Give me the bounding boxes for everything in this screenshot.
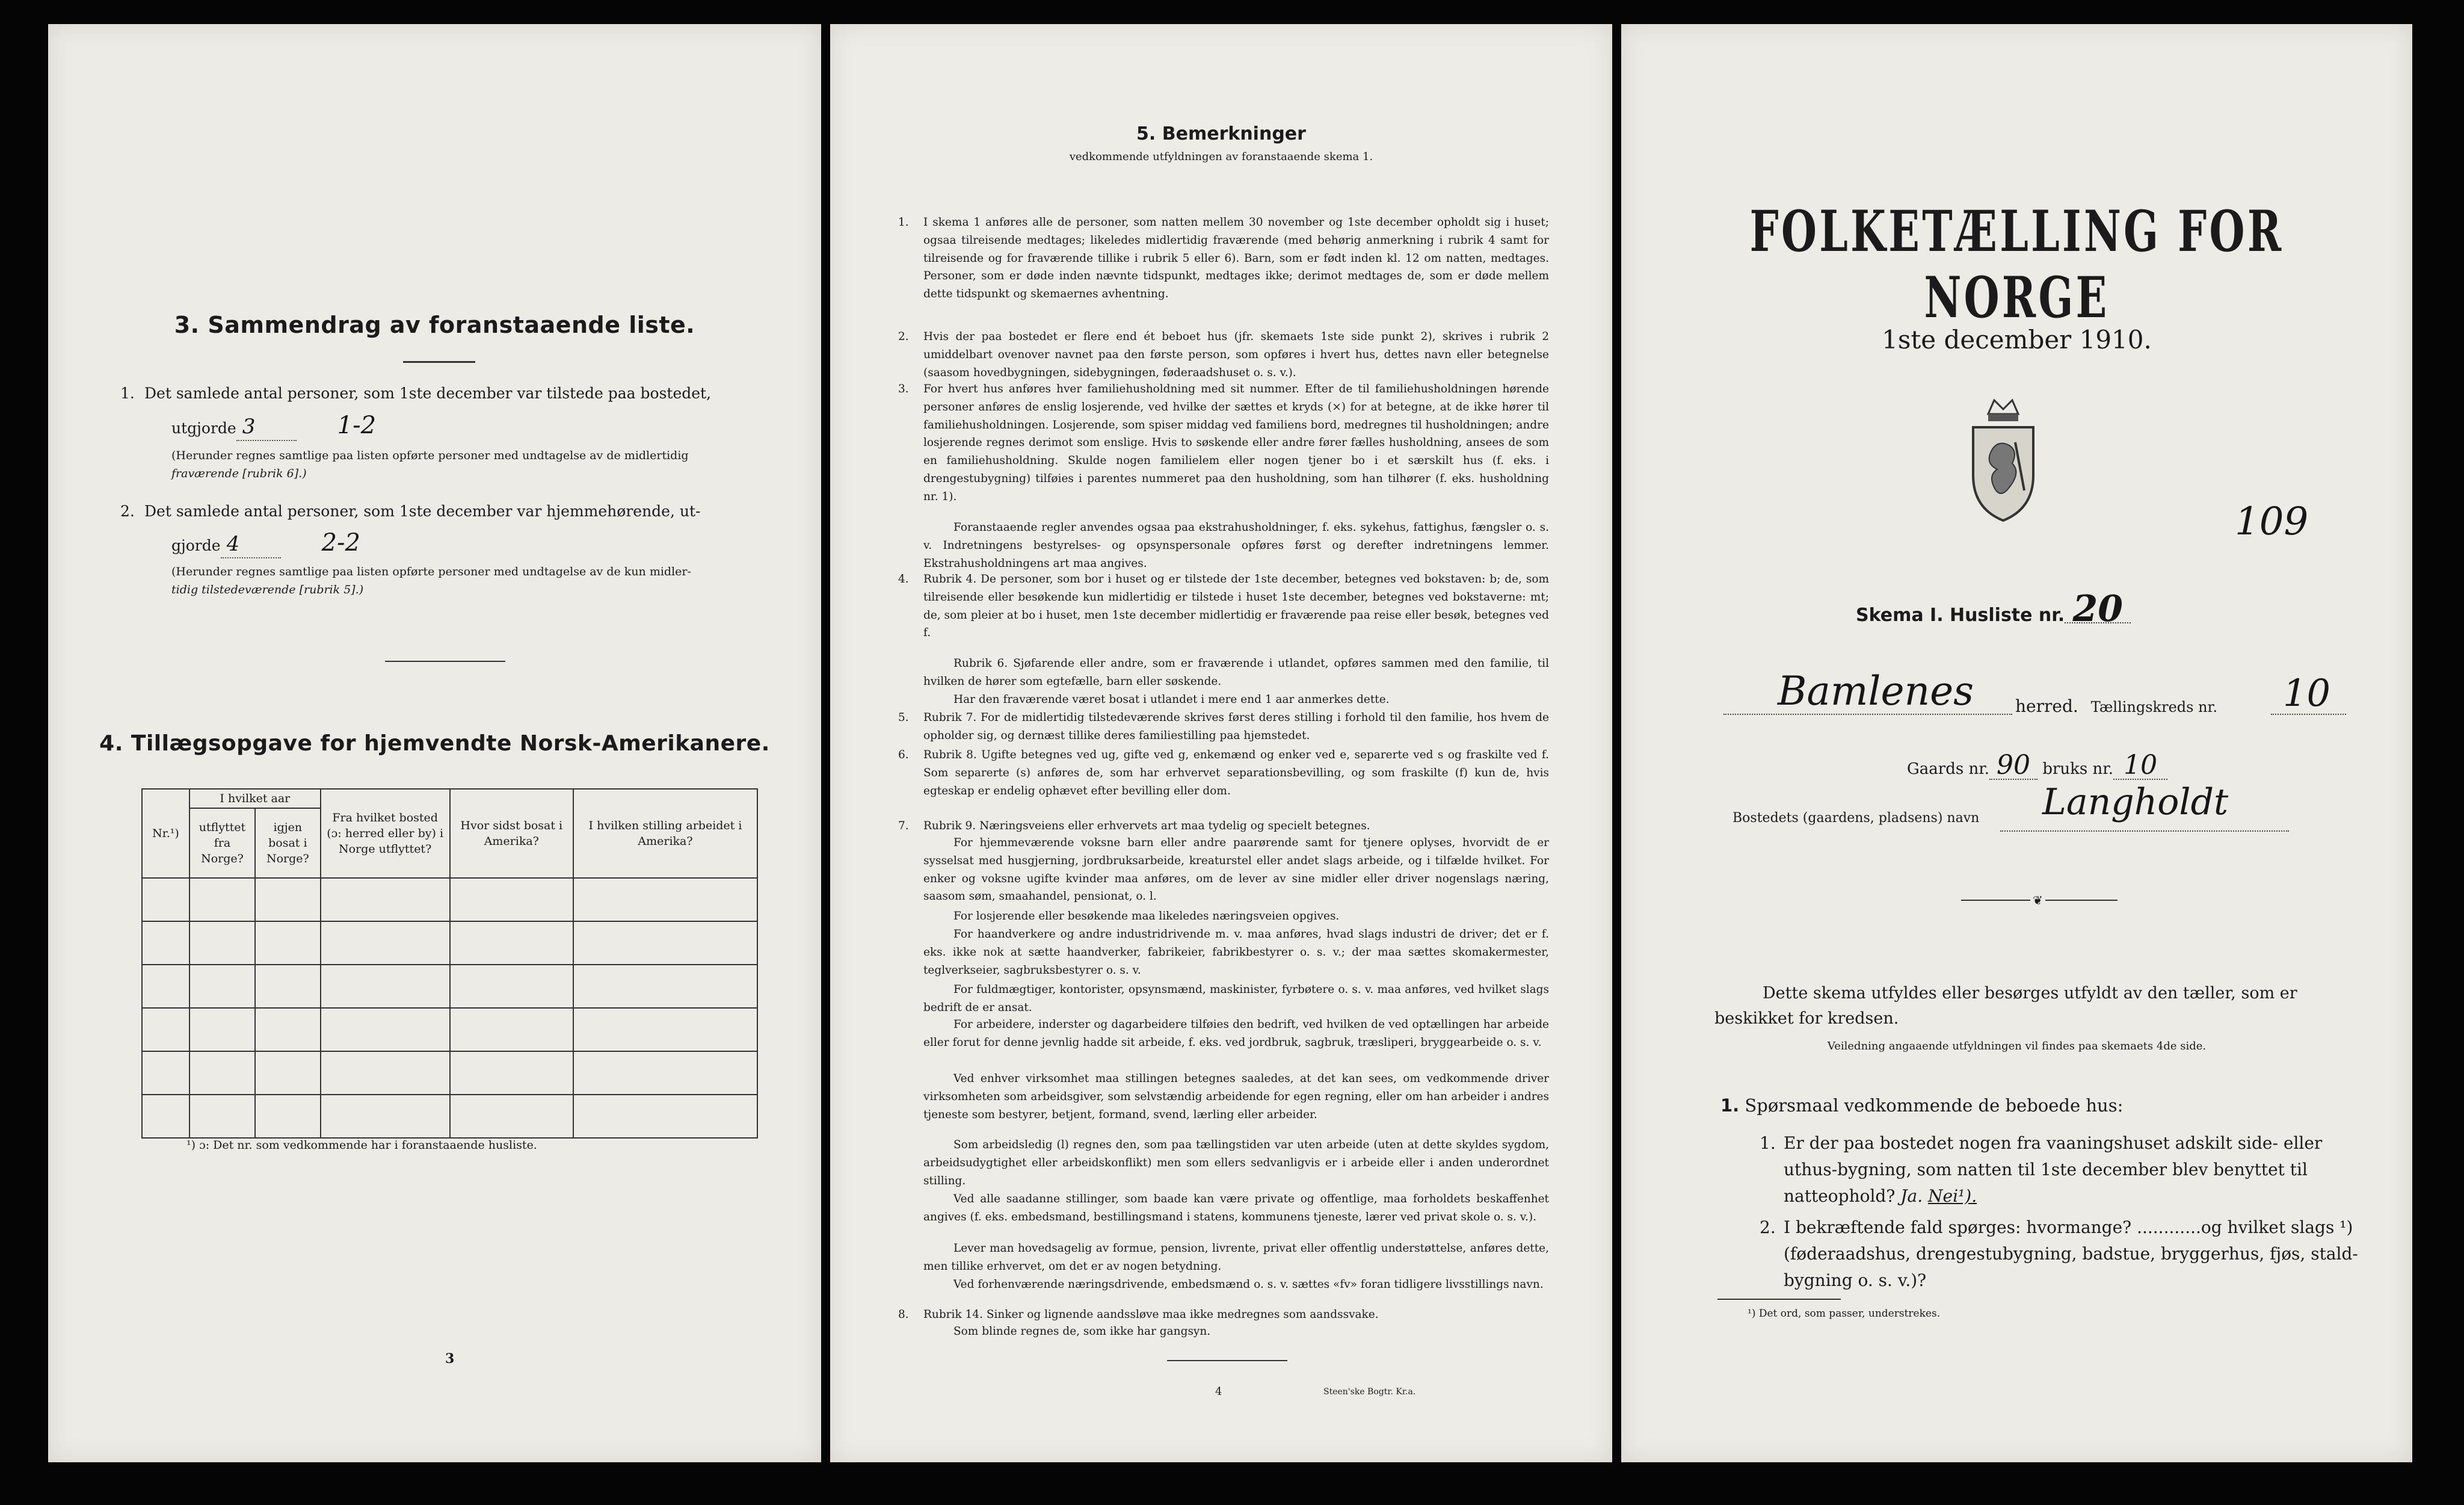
questions-heading: 1. Spørsmaal vedkommende de beboede hus: bbox=[1720, 1095, 2124, 1116]
bemerkninger-heading: 5. Bemerkninger bbox=[1136, 123, 1306, 144]
question-1: 1. Er der paa bostedet nogen fra vaaningshuset adskilt side- eller uthus-bygning, som natten til 1ste december blev benyttet til natteophold? Ja. Nei¹). bbox=[1760, 1133, 2323, 1206]
note-item: 1. I skema 1 anføres alle de personer, som natten mellem 30 november og 1ste december opholdt sig i huset; ogsaa tilreisende medtages; likeledes midlertidig fraværende (med behørig anmerkning i rubrik 4 samt for tilreisende og for fraværende tillike i rubrik 5 eller 6). Barn, som er født inden kl. 12 om natten, medtages. Personer, som er døde inden nævnte tidspunkt, medtages ikke; derimot medtages de, som er døde mellem dette tidspunkt og skemaernes avhentning. bbox=[898, 216, 1549, 301]
table-row bbox=[142, 1051, 757, 1095]
note-item: For losjerende eller besøkende maa likeledes næringsveien opgives. bbox=[953, 910, 1340, 922]
printer-mark: Steen'ske Bogtr. Kr.a. bbox=[1323, 1387, 1416, 1397]
resident-split: 2-2 bbox=[321, 529, 360, 557]
divider bbox=[1167, 1360, 1287, 1361]
divider bbox=[403, 361, 475, 363]
note-item: 4. Rubrik 4. De personer, som bor i huset og er tilstede der 1ste december, betegnes ved bokstaven: b; de, som tilreisende eller besøkende kun midlertidig er tilstede i huset 1ste december, betegnes ved bokstaverne: mt; de, som pleier at bo i huset, men 1ste december midlertidig er fraværende paa reise eller besøk, betegnes ved f. bbox=[898, 573, 1549, 640]
bruks-nr: 10 bbox=[2113, 752, 2167, 780]
note-item: For fuldmægtiger, kontorister, opsynsmænd, maskinister, fyrbøtere o. s. v. maa anføres, ved hvilket slags bedrift de er ansat. bbox=[923, 983, 1549, 1014]
form-title: FOLKETÆLLING FOR NORGE bbox=[1749, 199, 2284, 331]
page-number: 4 bbox=[1215, 1385, 1222, 1398]
summary-item-2: 2. Det samlede antal personer, som 1ste december var hjemmehørende, ut- bbox=[120, 502, 701, 520]
note-item: Ved enhver virksomhet maa stillingen betegnes saaledes, at det kan sees, om vedkommende driver virksomheten som arbeidsgiver, som selvstændig arbeidende for egen regning, eller om han arbeider i andres tjeneste som bestyrer, betjent, formand, svend, lærling eller arbeider. bbox=[923, 1072, 1549, 1121]
form-footnote: ¹) Det ord, som passer, understrekes. bbox=[1748, 1308, 1941, 1320]
note-item: 2. Hvis der paa bostedet er flere end ét beboet hus (jfr. skemaets 1ste side punkt 2), skrives i rubrik 2 umiddelbart ovenover navnet paa den første person, som opføres i hvert hus, dettes navn eller betegnelse (saasom hovedbygningen, sidebygningen, føderaadshuset o. s. v.). bbox=[898, 330, 1549, 379]
summary-item-1: 1. Det samlede antal personer, som 1ste december var tilstede paa bostedet, bbox=[120, 385, 712, 402]
bemerkninger-subheading: vedkommende utfyldningen av foranstaaende skema 1. bbox=[1069, 150, 1373, 163]
coat-of-arms-icon bbox=[1961, 385, 2045, 530]
col-utflyttet: utflyttet fra Norge? bbox=[189, 808, 255, 878]
herred-label: herred. Tællingskreds nr. bbox=[2015, 696, 2218, 716]
note-item: Rubrik 6. Sjøfarende eller andre, som er fraværende i utlandet, opføres sammen med den familie, til hvilken de hører som egtefælle, barn eller søskende. bbox=[923, 657, 1549, 688]
form-intro: Dette skema utfyldes eller besørges utfyldt av den tæller, som er beskikket for kredsen. bbox=[1714, 984, 2297, 1028]
handwritten-number: 109 bbox=[2235, 499, 2309, 544]
right-page bbox=[1621, 24, 2412, 1462]
note-item: 8. Rubrik 14. Sinker og lignende aandssløve maa ikke medregnes som aandssvake. bbox=[898, 1308, 1379, 1321]
col-igjen-bosat: igjen bosat i Norge? bbox=[255, 808, 321, 878]
summary-item-2-note: (Herunder regnes samtlige paa listen opførte personer med undtagelse av de kun midler- tidig tilstedeværende [rubrik 5].) bbox=[171, 565, 691, 596]
col-nr: Nr.¹) bbox=[142, 789, 189, 878]
middle-page bbox=[830, 24, 1612, 1462]
col-stilling: I hvilken stilling arbeidet i Amerika? bbox=[573, 789, 757, 878]
ornament-icon: ❦ bbox=[2030, 893, 2045, 907]
section4-heading: 4. Tillægsopgave for hjemvendte Norsk-Amerikanere. bbox=[99, 731, 770, 756]
note-item: Har den fraværende været bosat i utlandet i mere end 1 aar anmerkes dette. bbox=[953, 693, 1390, 706]
note-item: Ved alle saadanne stillinger, som baade kan være private og offentlige, maa forholdets beskaffenhet angives (f. eks. embedsmand, bestillingsmand i statens, kommunens tjeneste, lærer ved privat skole o. s. v.). bbox=[923, 1193, 1549, 1223]
tellingskreds-nr: 10 bbox=[2283, 671, 2330, 715]
note-item: Lever man hovedsagelig av formue, pension, livrente, privat eller offentlig understøttelse, anføres dette, men tillike erhvervet, om det er av nogen betydning. bbox=[923, 1242, 1549, 1273]
table-row bbox=[142, 1095, 757, 1138]
note-item: 7. Rubrik 9. Næringsveiens eller erhvervets art maa tydelig og specielt betegnes. bbox=[898, 820, 1370, 832]
table-footnote: ¹) ɔ: Det nr. som vedkommende har i foranstaaende husliste. bbox=[186, 1139, 537, 1152]
table-row bbox=[142, 921, 757, 965]
col-fra-bosted: Fra hvilket bosted (ɔ: herred eller by) i Norge utflyttet? bbox=[321, 789, 450, 878]
left-page bbox=[48, 24, 821, 1462]
bosted-value: Langholdt bbox=[2042, 781, 2229, 823]
veiledning-note: Veiledning angaaende utfyldningen vil findes paa skemaets 4de side. bbox=[1827, 1040, 2207, 1052]
note-item: 6. Rubrik 8. Ugifte betegnes ved ug, gifte ved g, enkemænd og enker ved e, separerte ved s og fraskilte ved f. Som separerte (s) anføres de, som har erhvervet separationsbevilling, og som fraskilte (f) kun de, hvis egteskap er endelig ophævet efter bevilling eller dom. bbox=[898, 749, 1549, 797]
bosted-label: Bostedets (gaardens, pladsens) navn bbox=[1732, 811, 1980, 826]
note-item: For haandverkere og andre industridrivende m. v. maa anføres, hvad slags industri de driver; det er f. eks. ikke nok at sætte haandverker, fabrikeier, fabrikbestyrer o. s. v.; der maa sættes skomakermester, teglverkseier, sagbruksbestyrer o. s. v. bbox=[923, 928, 1549, 977]
col-aar-group: I hvilket aar bbox=[189, 789, 321, 808]
divider bbox=[385, 661, 505, 662]
skema-label: Skema I. Husliste nr. 20 bbox=[1856, 596, 2131, 629]
note-item: For hjemmeværende voksne barn eller andre paarørende samt for tjenere oplyses, hvorvidt de er sysselsat med husgjerning, jordbruksarbeide, kreaturstel eller andet slags arbeide, og i tilfælde hvilket. For enker og voksne ugifte kvinder maa anføres, om de lever av sine midler eller driver nogenslags næring, saasom søm, smaahandel, pensionat, o. l. bbox=[923, 836, 1549, 903]
divider bbox=[1717, 1299, 1841, 1300]
table-row bbox=[142, 878, 757, 921]
resident-count: 4 bbox=[221, 531, 281, 558]
husliste-nr: 20 bbox=[2065, 596, 2131, 623]
gaards-row: Gaards nr. 90 bruks nr. 10 bbox=[1907, 752, 2167, 782]
summary-item-1-value-row: utgjorde 3 1-2 bbox=[171, 412, 376, 442]
summary-item-1-note: (Herunder regnes samtlige paa listen opførte personer med undtagelse av de midlertidig fraværende [rubrik 6].) bbox=[171, 449, 689, 480]
table-row bbox=[142, 965, 757, 1008]
note-item: For arbeidere, inderster og dagarbeidere tilføies den bedrift, ved hvilken de ved optællingen har arbeide eller forut for denne jevnlig hadde sit arbeide, f. eks. ved jordbruk, sagbruk, træsliperi, bryggearbeide o. s. v. bbox=[923, 1018, 1549, 1049]
present-split: 1-2 bbox=[337, 412, 377, 439]
norsk-amerikanere-table bbox=[141, 788, 758, 1139]
note-item: Ved forhenværende næringsdrivende, embedsmænd o. s. v. sættes «fv» foran tidligere livsstillings navn. bbox=[953, 1278, 1544, 1291]
note-item: Som arbeidsledig (l) regnes den, som paa tællingstiden var uten arbeide (uten at dette skyldes sygdom, arbeidsudygtighet eller arbeidskonflikt) men som ellers sedvanligvis er i arbeide eller i anden underordnet stilling. bbox=[923, 1139, 1549, 1187]
summary-item-2-value-row: gjorde 4 2-2 bbox=[171, 530, 360, 559]
gaards-nr: 90 bbox=[1989, 752, 2037, 780]
col-hvor-bosat: Hvor sidst bosat i Amerika? bbox=[450, 789, 573, 878]
form-date: 1ste december 1910. bbox=[1882, 325, 2152, 354]
note-item: 5. Rubrik 7. For de midlertidig tilstedeværende skrives først deres stilling i forhold til den familie, hos hvem de opholder sig, og dernæst tillike deres familiestilling paa hjemstedet. bbox=[898, 711, 1549, 742]
question-2: 2. I bekræftende fald spørges: hvormange? ............og hvilket slags ¹) (føderaadshus, drengestubygning, badstue, bryggerhus, fjøs, stald- bygning o. s. v.)? bbox=[1760, 1217, 2358, 1290]
table-row bbox=[142, 1008, 757, 1051]
section3-heading: 3. Sammendrag av foranstaaende liste. bbox=[174, 312, 695, 338]
note-item: Foranstaaende regler anvendes ogsaa paa ekstrahusholdninger, f. eks. sykehus, fattighus, fængsler o. s. v. Indretningens bestyrelses- og opsynspersonale opføres først og derefter indretningens lemmer. Ekstrahusholdningens art maa angives. bbox=[923, 521, 1549, 570]
note-item: 3. For hvert hus anføres hver familiehusholdning med sit nummer. Efter de til familiehusholdningen hørende personer anføres de enslig losjerende, ved hvilke der sættes et kryds (×) for at betegne, at de ikke hører til familiehusholdningen. Losjerende, som spiser middag ved familiens bord, medregnes til husholdningen; andre losjerende regnes derimot som enslige. Hvis to søskende eller andre fører fælles husholdning, ansees de som en familiehusholdning. Skulde nogen familielem eller nogen tjener bo i et særskilt hus (f. eks. i drengestubygning) tilføies i parentes nummeret paa den husholdning, som han tilhører (f. eks. husholdning nr. 1). bbox=[898, 383, 1549, 503]
answer-nei: Nei¹). bbox=[1928, 1186, 1977, 1206]
herred-value: Bamlenes bbox=[1778, 668, 1974, 714]
note-item: Som blinde regnes de, som ikke har gangsyn. bbox=[953, 1325, 1211, 1338]
present-count: 3 bbox=[236, 413, 297, 441]
page-number: 3 bbox=[445, 1351, 455, 1367]
